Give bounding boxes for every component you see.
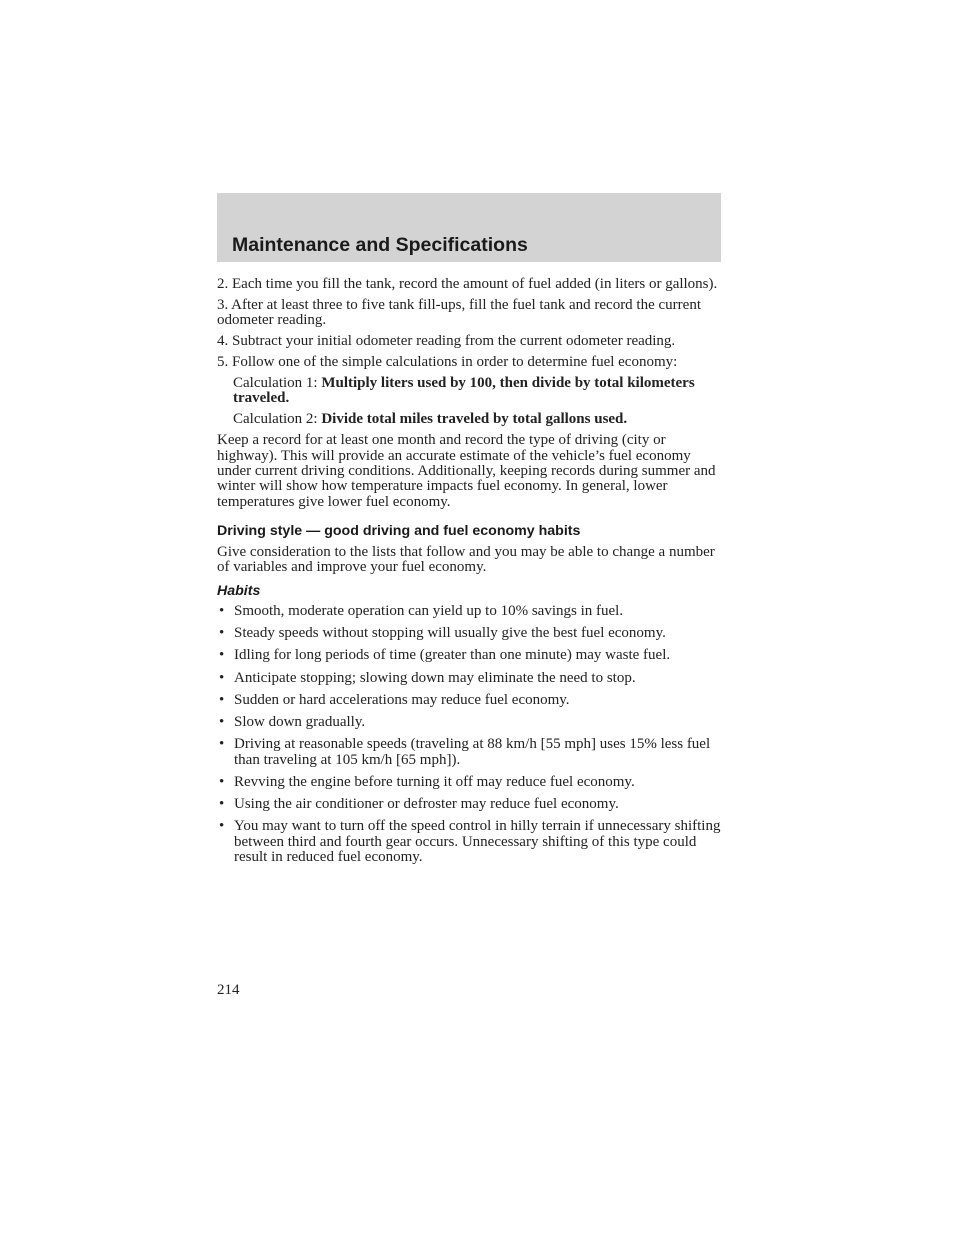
list-item-text: You may want to turn off the speed control in hilly terrain if unnecessary shifting between third and fourth gear occurs. Unnecessary shifting of this type could result in reduced fuel economy. xyxy=(234,818,721,865)
list-item-text: Slow down gradually. xyxy=(234,713,366,730)
bullet-icon: • xyxy=(219,713,225,730)
list-item xyxy=(217,737,722,768)
calculation-2 xyxy=(233,412,722,427)
section-title: Maintenance and Specifications xyxy=(232,234,528,256)
list-item xyxy=(217,671,722,686)
driving-style-heading: Driving style — good driving and fuel economy habits xyxy=(217,523,581,540)
driving-style-intro: Give consideration to the lists that follow and you may be able to change a number of variables and improve your fuel economy. xyxy=(217,543,715,576)
list-item-text: Smooth, moderate operation can yield up to 10% savings in fuel. xyxy=(234,602,624,619)
calculation-2-text: Divide total miles traveled by total gallons used. xyxy=(321,411,628,428)
bullet-icon: • xyxy=(219,669,225,686)
step-4: 4. Subtract your initial odometer reading from the current odometer reading. xyxy=(217,333,676,350)
habits-heading: Habits xyxy=(217,582,261,599)
list-item-text: Idling for long periods of time (greater than one minute) may waste fuel. xyxy=(234,647,671,664)
page-content xyxy=(217,277,722,872)
record-paragraph: Keep a record for at least one month and record the type of driving (city or highway). This will provide an accurate estimate of the vehicle’s fuel economy under current driving conditions. Additionally, keeping records during summer and winter will show how temperature impacts fuel economy. In general, lower temperatures give lower fuel economy. xyxy=(217,432,716,510)
bullet-icon: • xyxy=(219,773,225,790)
list-item xyxy=(217,626,722,641)
list-item xyxy=(217,648,722,663)
list-item xyxy=(217,797,722,812)
bullet-icon: • xyxy=(219,602,225,619)
bullet-icon: • xyxy=(219,647,225,664)
bullet-icon: • xyxy=(219,691,225,708)
list-item xyxy=(217,604,722,619)
list-item xyxy=(217,715,722,730)
bullet-icon: • xyxy=(219,818,225,835)
list-item-text: Anticipate stopping; slowing down may eliminate the need to stop. xyxy=(234,669,636,686)
calculation-1-text: Multiply liters used by 100, then divide by total kilometers traveled. xyxy=(233,375,695,407)
list-item-text: Steady speeds without stopping will usually give the best fuel economy. xyxy=(234,625,666,642)
list-item xyxy=(217,775,722,790)
bullet-icon: • xyxy=(219,736,225,753)
calculation-1 xyxy=(233,376,722,407)
step-3: 3. After at least three to five tank fill-ups, fill the fuel tank and record the current odometer reading. xyxy=(217,296,701,329)
habits-list xyxy=(217,604,722,865)
calculation-1-label: Calculation 1: xyxy=(233,375,322,392)
calculation-2-label: Calculation 2: xyxy=(233,411,322,428)
list-item-text: Driving at reasonable speeds (traveling at 88 km/h [55 mph] uses 15% less fuel than traveling at 105 km/h [65 mph]). xyxy=(234,736,711,768)
list-item-text: Sudden or hard accelerations may reduce fuel economy. xyxy=(234,691,570,708)
list-item-text: Using the air conditioner or defroster may reduce fuel economy. xyxy=(234,795,619,812)
list-item xyxy=(217,819,722,865)
section-header-band xyxy=(217,193,721,262)
step-2: 2. Each time you fill the tank, record the amount of fuel added (in liters or gallons). xyxy=(217,276,718,292)
bullet-icon: • xyxy=(219,625,225,642)
step-5: 5. Follow one of the simple calculations in order to determine fuel economy: xyxy=(217,354,678,371)
list-item xyxy=(217,693,722,708)
page-number: 214 xyxy=(217,982,240,998)
list-item-text: Revving the engine before turning it off may reduce fuel economy. xyxy=(234,773,635,790)
bullet-icon: • xyxy=(219,795,225,812)
